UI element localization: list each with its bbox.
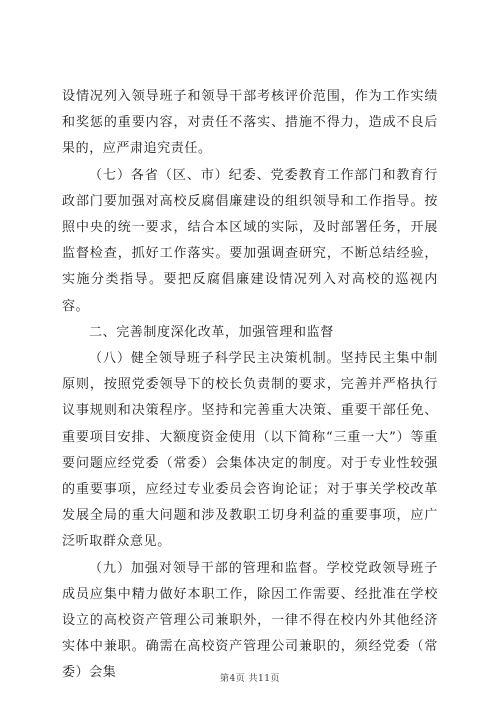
paragraph-item-8: （八）健全领导班子科学民主决策机制。坚持民主集中制原则，按照党委领导下的校长负责制的要求，完善并严格执行议事规则和决策程序。坚持和完善重大决策、重要干部任免、重要项目安排、大额度资金使用（以下简称“三重一大”）等重要问题应经党委（常委）会集体决定的制度。对于专业性较强的重要事项，应经过专业委员会咨询论证；对于事关学校改革发展全局的重大问题和涉及教职工切身利益的重要事项，应广泛听取群众意见。	[62, 351, 438, 550]
paragraph-item-9: （九）加强对领导干部的管理和监督。学校党政领导班子成员应集中精力做好本职工作，除因工作需要、经批准在学校设立的高校资产管理公司兼职外，一律不得在校内外其他经济实体中兼职。确需在高校资产管理公司兼职的，须经党委（常委）会集	[62, 560, 438, 681]
document-body	[62, 84, 438, 687]
paragraph-continuation: 设情况列入领导班子和领导干部考核评价范围，作为工作实绩和奖惩的重要内容，对责任不落实、措施不得力，造成不良后果的，应严肃追究责任。	[62, 89, 438, 157]
page-number-footer: 第4页 共11页	[219, 674, 281, 684]
section-heading: 二、完善制度深化改革，加强管理和监督	[89, 324, 334, 340]
paragraph-item-7: （七）各省（区、市）纪委、党委教育工作部门和教育行政部门要加强对高校反腐倡廉建设的组织领导和工作指导。按照中央的统一要求，结合本区域的实际，及时部署任务，开展监督检查，抓好工作落实。要加强调查研究，不断总结经验，实施分类指导。要把反腐倡廉建设情况列入对高校的巡视内容。	[62, 167, 438, 314]
